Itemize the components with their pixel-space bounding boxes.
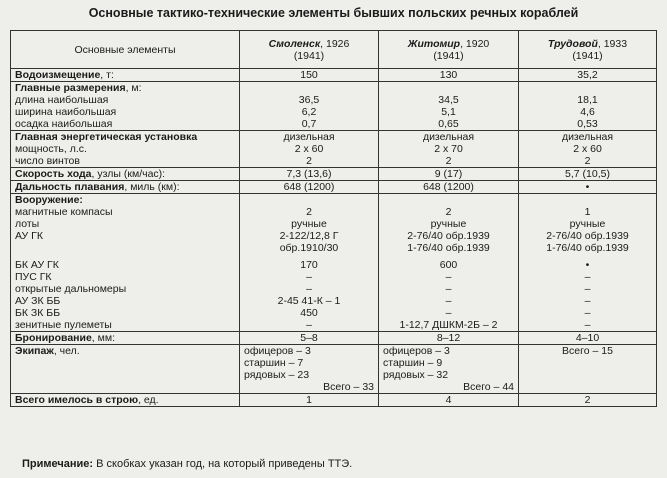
row-ammo: БК АУ ГК 170 600 • (11, 259, 657, 271)
row-lots: лоты ручные ручные ручные (11, 218, 657, 230)
row-crew-3: рядовых – 23 рядовых – 32 (11, 369, 657, 381)
row-range: Дальность плавания, миль (км): 648 (1200) 648 (1200) • (11, 181, 657, 194)
row-aa-gun: АУ ЗК ББ 2-45 41-К – 1 – – (11, 295, 657, 307)
row-armament-title: Вооружение: (11, 194, 657, 207)
row-screws: число винтов 2 2 2 (11, 155, 657, 168)
row-compass: магнитные компасы 2 2 1 (11, 206, 657, 218)
row-main-gun: АУ ГК 2-122/12,8 Г 2-76/40 обр.1939 2-76/40 обр.1939 (11, 230, 657, 242)
row-power-plant: Главная энергетическая установка дизельная дизельная дизельная (11, 131, 657, 144)
row-total: Всего имелось в строю, ед. 1 4 2 (11, 394, 657, 407)
row-power: мощность, л.с. 2 х 60 2 х 70 2 х 60 (11, 143, 657, 155)
footnote: Примечание: В скобках указан год, на который приведены ТТЭ. (22, 458, 353, 470)
row-displacement: Водоизмещение, т: 150 130 35,2 (11, 69, 657, 82)
header-ship-smolensk: Смоленск, 1926 (1941) (240, 31, 379, 69)
specs-table (10, 30, 657, 407)
row-armor: Бронирование, мм: 5–8 8–12 4–10 (11, 332, 657, 345)
row-machine-guns: зенитные пулеметы – 1-12,7 ДШКМ-2Б – 2 – (11, 319, 657, 332)
row-width: ширина наибольшая 6,2 5,1 4,6 (11, 106, 657, 118)
row-aa-ammo: БК ЗК ББ 450 – – (11, 307, 657, 319)
row-pus: ПУС ГК – – – (11, 271, 657, 283)
row-crew-2: старшин – 7 старшин – 9 (11, 357, 657, 369)
row-main-gun-2: обр.1910/30 1-76/40 обр.1939 1-76/40 обр.1939 (11, 242, 657, 254)
table-header-row (11, 31, 657, 69)
row-rangefinder: открытые дальномеры – – – (11, 283, 657, 295)
row-draft: осадка наибольшая 0,7 0,65 0,53 (11, 118, 657, 131)
header-ship-trudovoy: Трудовой, 1933 (1941) (519, 31, 657, 69)
row-crew: Экипаж, чел. офицеров – 3 офицеров – 3 Всего – 15 (11, 345, 657, 358)
row-speed: Скорость хода, узлы (км/час): 7,3 (13,6) 9 (17) 5,7 (10,5) (11, 168, 657, 181)
row-dimensions-title: Главные размерения, м: (11, 82, 657, 95)
header-ship-zhitomir: Житомир, 1920 (1941) (379, 31, 519, 69)
row-crew-4: Всего – 33 Всего – 44 (11, 381, 657, 394)
table-title: Основные тактико-технические элементы бывших польских речных кораблей (88, 6, 579, 20)
row-length: длина наибольшая 36,5 34,5 18,1 (11, 94, 657, 106)
header-elements: Основные элементы (11, 31, 240, 69)
